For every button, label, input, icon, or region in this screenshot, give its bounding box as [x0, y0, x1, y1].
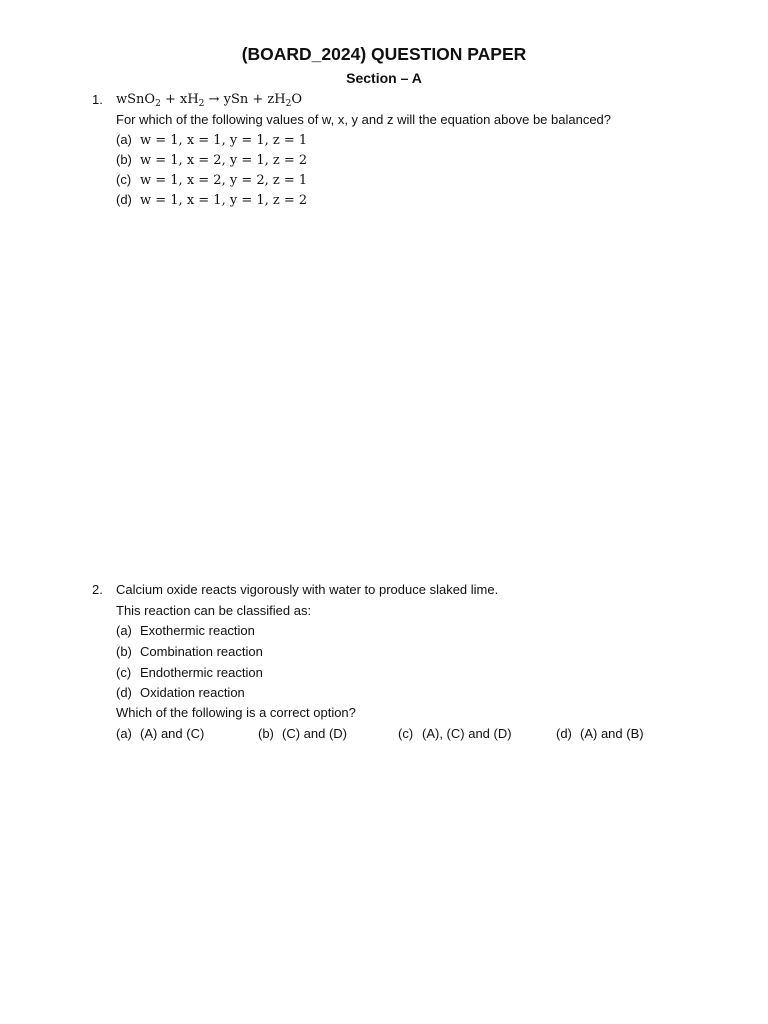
answer-text: (A) and (B) — [580, 726, 644, 741]
formula-o: O — [291, 92, 302, 107]
option-text: w = 1, x = 2, y = 2, z = 1 — [140, 173, 308, 188]
subscript: 2 — [198, 99, 205, 109]
statement-a — [116, 623, 255, 638]
option-text: w = 1, x = 2, y = 1, z = 2 — [140, 153, 308, 168]
option-label: (c) — [116, 172, 132, 187]
subscript: 2 — [155, 99, 161, 109]
coef-w: w — [116, 92, 128, 107]
statement-c — [116, 665, 263, 680]
section-heading: Section – A — [346, 70, 422, 86]
plus-sign: + — [248, 92, 268, 107]
option-label: (b) — [116, 152, 132, 167]
chemical-equation — [116, 92, 302, 107]
statement-d — [116, 685, 245, 700]
statement-text: Endothermic reaction — [140, 665, 263, 680]
answer-c[interactable] — [398, 726, 512, 741]
option-a[interactable] — [116, 132, 307, 148]
question-prompt: For which of the following values of w, x, y and z will the equation above be balanced? — [116, 112, 612, 127]
option-text: w = 1, x = 1, y = 1, z = 2 — [140, 193, 308, 208]
formula-sn: Sn — [230, 92, 249, 107]
answer-d[interactable] — [556, 726, 644, 741]
statement-text: Combination reaction — [140, 644, 263, 659]
arrow: → — [204, 92, 224, 107]
coef-y: y — [223, 92, 231, 107]
formula-sno: SnO — [127, 92, 156, 107]
statement-label: (b) — [116, 644, 132, 659]
plus-sign: + — [160, 92, 180, 107]
statement-label: (d) — [116, 685, 132, 700]
formula-h: H — [187, 92, 199, 107]
question-stem: Calcium oxide reacts vigorously with water to produce slaked lime. — [116, 582, 499, 597]
answer-b[interactable] — [258, 726, 347, 741]
coef-x: x — [179, 92, 188, 107]
formula-h: H — [274, 92, 286, 107]
answer-label: (a) — [116, 726, 132, 741]
option-d[interactable] — [116, 192, 307, 208]
paper-title: (BOARD_2024) QUESTION PAPER — [241, 44, 527, 64]
answer-a[interactable] — [116, 726, 204, 741]
answer-text: (A) and (C) — [140, 726, 205, 741]
option-text: w = 1, x = 1, y = 1, z = 1 — [140, 133, 308, 148]
question-text: Which of the following is a correct option? — [116, 705, 356, 720]
option-c[interactable] — [116, 172, 307, 188]
statement-label: (c) — [116, 665, 132, 680]
answer-text: (A), (C) and (D) — [422, 726, 512, 741]
coef-z: z — [267, 92, 275, 107]
option-label: (d) — [116, 192, 132, 207]
statement-label: (a) — [116, 623, 132, 638]
option-b[interactable] — [116, 152, 307, 168]
answer-label: (c) — [398, 726, 414, 741]
answer-label: (d) — [556, 726, 572, 741]
statement-text: Oxidation reaction — [140, 685, 245, 700]
question-number: 2. — [92, 582, 103, 597]
statement-text: Exothermic reaction — [140, 623, 255, 638]
option-label: (a) — [116, 132, 132, 147]
statement-b — [116, 644, 263, 659]
answer-label: (b) — [258, 726, 274, 741]
question-number: 1. — [92, 92, 103, 107]
answer-text: (C) and (D) — [282, 726, 348, 741]
subscript: 2 — [285, 99, 292, 109]
question-stem: This reaction can be classified as: — [116, 603, 312, 618]
